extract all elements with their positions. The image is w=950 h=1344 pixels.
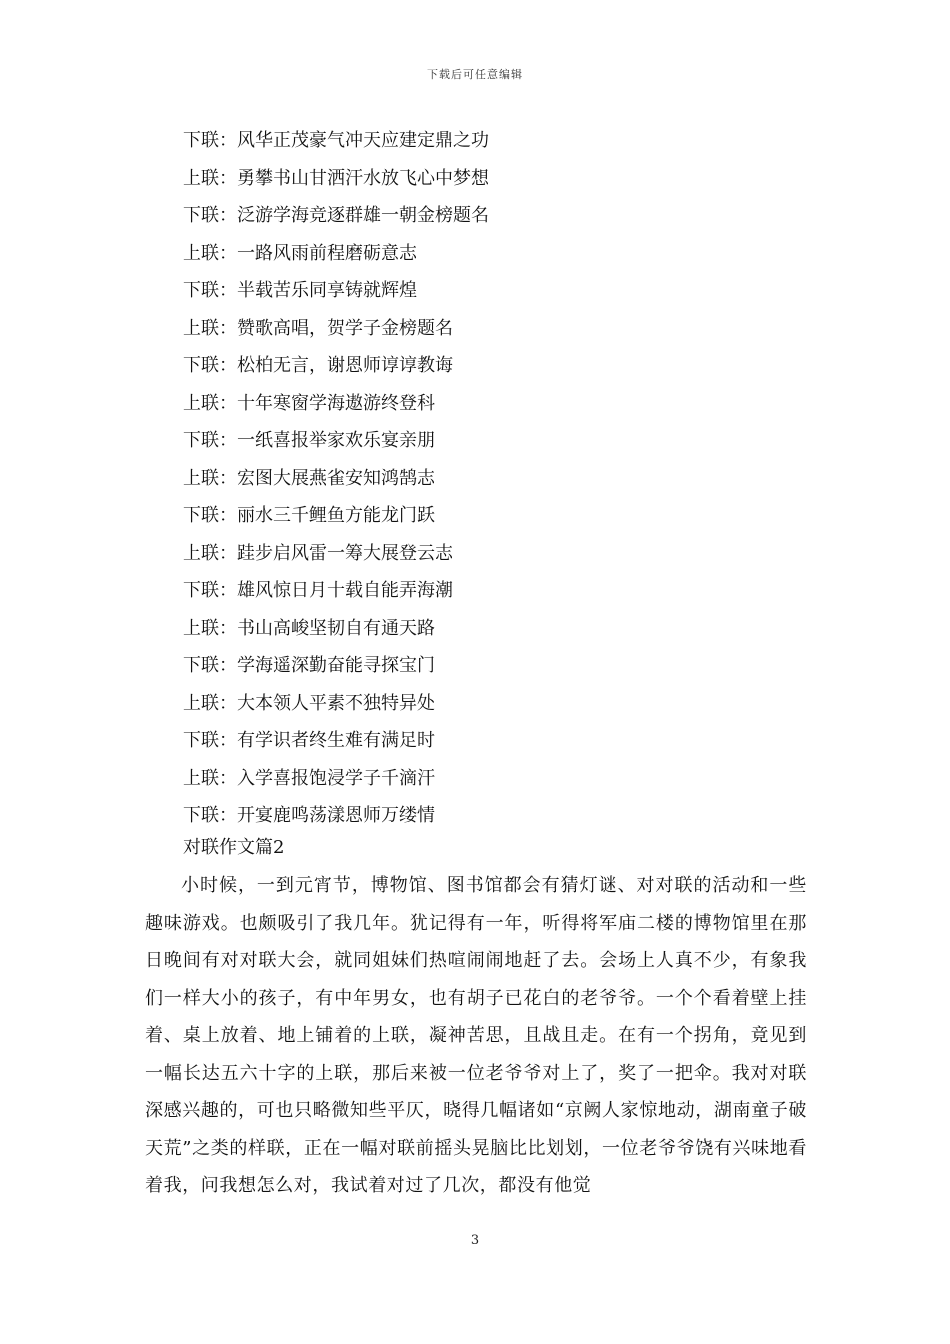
couplet-line: 上联：书山高峻坚韧自有通天路 [183,617,435,639]
couplet-line: 上联：跬步启风雷一筹大展登云志 [183,542,453,564]
couplet-line: 下联：学海遥深勤奋能寻探宝门 [183,655,435,676]
couplet-line: 上联：一路风雨前程磨砺意志 [183,242,417,264]
page-header: 下载后可任意编辑 [427,68,523,81]
couplet-line: 下联：雄风惊日月十载自能弄海潮 [183,580,453,601]
couplet-line: 下联：有学识者终生难有满足时 [183,730,435,751]
page-number: 3 [470,1233,480,1248]
couplet-line: 下联：泛游学海竞逐群雄一朝金榜题名 [183,205,489,226]
couplet-line: 下联：风华正茂豪气冲天应建定鼎之功 [183,130,489,151]
couplet-line: 上联：十年寒窗学海遨游终登科 [183,392,435,414]
couplet-line: 下联：一纸喜报举家欢乐宴亲朋 [183,430,435,451]
couplet-line: 上联：勇攀书山甘洒汗水放飞心中梦想 [183,167,489,189]
body-paragraph: 小时候，一到元宵节，博物馆、图书馆都会有猜灯谜、对对联的活动和一些趣味游戏。也颇吸引了我几年。犹记得有一年，听得将军庙二楼的博物馆里在那日晚间有对对联大会，就同姐妹们热喧闹闹地赶了去。会场上人真不少，有象我们一样大小的孩子，有中年男女，也有胡子已花白的老爷爷。一个个看着壁上挂着、桌上放着、地上铺着的上联，凝神苦思，且战且走。在有一个拐角，竟见到一幅长达五六十字的上联，那后来被一位老爷爷对上了，奖了一把伞。我对对联深感兴趣的，可也只略微知些平仄，晓得几幅诸如“京阙人家惊地动，湖南童子破天荒”之类的样联，正在一幅对联前摇头晃脑比比划划，一位老爷爷饶有兴味地看着我，问我想怎么对，我试着对过了几次，都没有他觉 [145,875,807,1196]
couplet-line: 下联：开宴鹿鸣荡漾恩师万缕情 [183,805,435,826]
couplet-line: 上联：宏图大展燕雀安知鸿鹄志 [183,467,435,489]
section-title: 对联作文篇2 [183,837,285,858]
couplet-line: 下联：丽水三千鲤鱼方能龙门跃 [183,505,435,526]
couplet-line: 下联：半载苦乐同享铸就辉煌 [183,280,417,301]
couplet-list [183,122,823,835]
couplet-line: 下联：松柏无言，谢恩师谆谆教诲 [183,355,453,376]
couplet-line: 上联：大本领人平素不独特异处 [183,692,435,714]
couplet-line: 上联：入学喜报饱浸学子千滴汗 [183,767,435,789]
couplet-line: 上联：赞歌高唱，贺学子金榜题名 [183,317,453,339]
